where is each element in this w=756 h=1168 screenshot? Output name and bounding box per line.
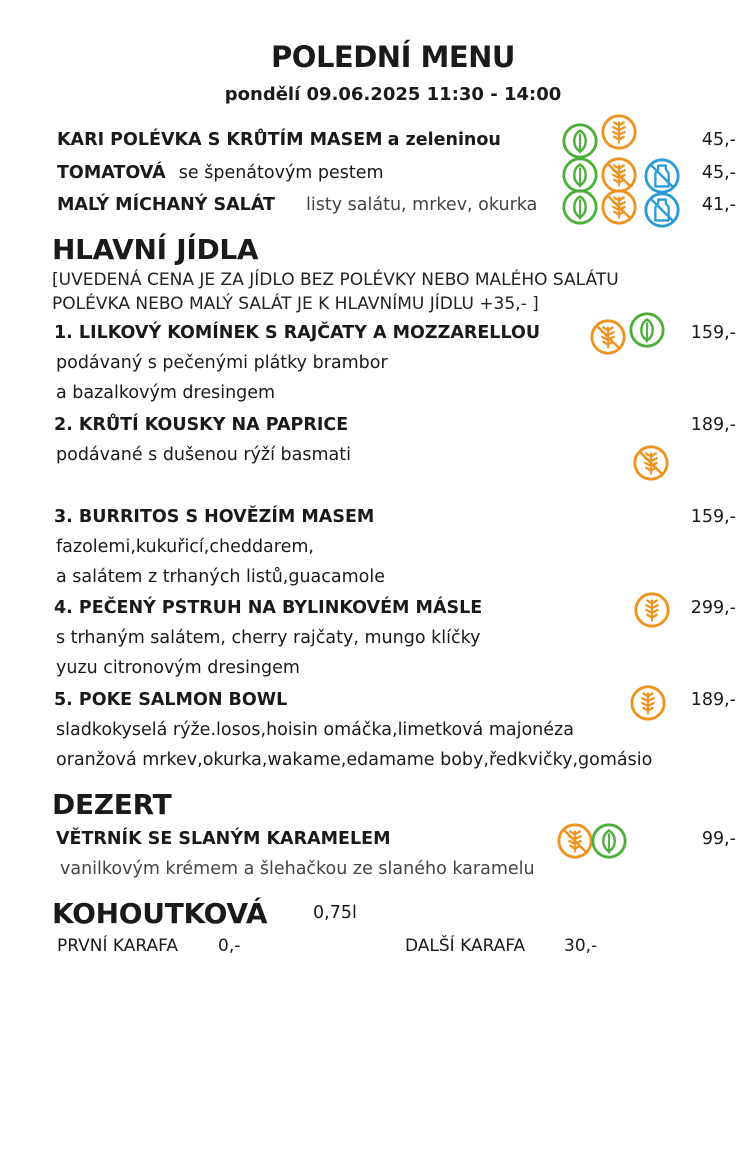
- price-note-line-1: [UVEDENÁ CENA JE ZA JÍDLO BEZ POLÉVKY NEBO MALÉHO SALÁTU: [52, 270, 619, 290]
- price-note-line-2: POLÉVKA NEBO MALÝ SALÁT JE K HLAVNÍMU JÍDLU +35,- ]: [52, 294, 539, 314]
- soup-row-2: [57, 163, 384, 183]
- vegetarian-icon: [561, 122, 599, 160]
- next-carafe-price: 30,-: [564, 936, 598, 956]
- soup-price: 45,-: [701, 130, 736, 150]
- gluten-icon: [600, 113, 638, 151]
- soup-name: KARI POLÉVKA S KRŮTÍM MASEM: [57, 130, 383, 150]
- dish-desc: oranžová mrkev,okurka,wakame,edamame boby,ředkvičky,gomásio: [56, 750, 653, 770]
- lactose-free-icon: [643, 191, 681, 229]
- dish-name: 1. LILKOVÝ KOMÍNEK S RAJČATY A MOZZARELLOU: [54, 323, 541, 343]
- gluten-free-icon: [600, 188, 638, 226]
- soup-row-1: [57, 130, 501, 150]
- first-carafe-price: 0,-: [218, 936, 241, 956]
- next-carafe-label: DALŠÍ KARAFA: [405, 936, 526, 956]
- dish-desc: s trhaným salátem, cherry rajčaty, mungo klíčky: [56, 628, 481, 648]
- dish-price: 159,-: [690, 323, 736, 343]
- dish-desc: fazolemi,kukuřicí,cheddarem,: [56, 537, 314, 557]
- dish-desc: sladkokyselá rýže.losos,hoisin omáčka,limetková majonéza: [56, 720, 574, 740]
- soup-row-3: [57, 195, 537, 215]
- dessert-desc: vanilkovým krémem a šlehačkou ze slaného karamelu: [60, 859, 535, 879]
- soup-price: 45,-: [701, 163, 736, 183]
- dish-desc: a salátem z trhaných listů,guacamole: [56, 567, 385, 587]
- vegetarian-icon: [628, 311, 666, 349]
- dessert-heading: DEZERT: [52, 788, 172, 821]
- dessert-price: 99,-: [701, 829, 736, 849]
- dish-price: 159,-: [690, 507, 736, 527]
- dish-name: 5. POKE SALMON BOWL: [54, 690, 288, 710]
- date-time-line: pondělí 09.06.2025 11:30 - 14:00: [224, 84, 562, 105]
- main-dishes-heading: HLAVNÍ JÍDLA: [52, 233, 259, 266]
- soup-desc: listy salátu, mrkev, okurka: [306, 195, 538, 215]
- soup-desc: se špenátovým pestem: [178, 163, 384, 183]
- dish-price: 299,-: [690, 598, 736, 618]
- dish-name: 2. KRŮTÍ KOUSKY NA PAPRICE: [54, 415, 349, 435]
- soup-name: MALÝ MÍCHANÝ SALÁT: [57, 195, 275, 215]
- gluten-icon: [633, 591, 671, 629]
- soup-desc: a zeleninou: [387, 130, 501, 150]
- vegetarian-icon: [561, 188, 599, 226]
- tap-water-heading: KOHOUTKOVÁ: [52, 897, 268, 930]
- vegetarian-icon: [590, 822, 628, 860]
- dish-name: 4. PEČENÝ PSTRUH NA BYLINKOVÉM MÁSLE: [54, 598, 483, 618]
- dish-name: 3. BURRITOS S HOVĚZÍM MASEM: [54, 507, 375, 527]
- gluten-icon: [629, 684, 667, 722]
- tap-water-volume: 0,75l: [313, 903, 357, 923]
- dish-price: 189,-: [690, 690, 736, 710]
- gluten-free-icon: [632, 444, 670, 482]
- gluten-free-icon: [589, 318, 627, 356]
- dish-desc: podávaný s pečenými plátky brambor: [56, 353, 388, 373]
- dish-desc: a bazalkovým dresingem: [56, 383, 276, 403]
- page-title: POLEDNÍ MENU: [271, 40, 515, 74]
- soup-name: TOMATOVÁ: [57, 163, 166, 183]
- first-carafe-label: PRVNÍ KARAFA: [57, 936, 178, 956]
- soup-price: 41,-: [701, 195, 736, 215]
- dish-desc: yuzu citronovým dresingem: [56, 658, 300, 678]
- gluten-free-icon: [556, 822, 594, 860]
- lactose-free-icon: [643, 157, 681, 195]
- dish-desc: podávané s dušenou rýží basmati: [56, 445, 351, 465]
- dish-price: 189,-: [690, 415, 736, 435]
- dessert-name: VĚTRNÍK SE SLANÝM KARAMELEM: [56, 829, 391, 849]
